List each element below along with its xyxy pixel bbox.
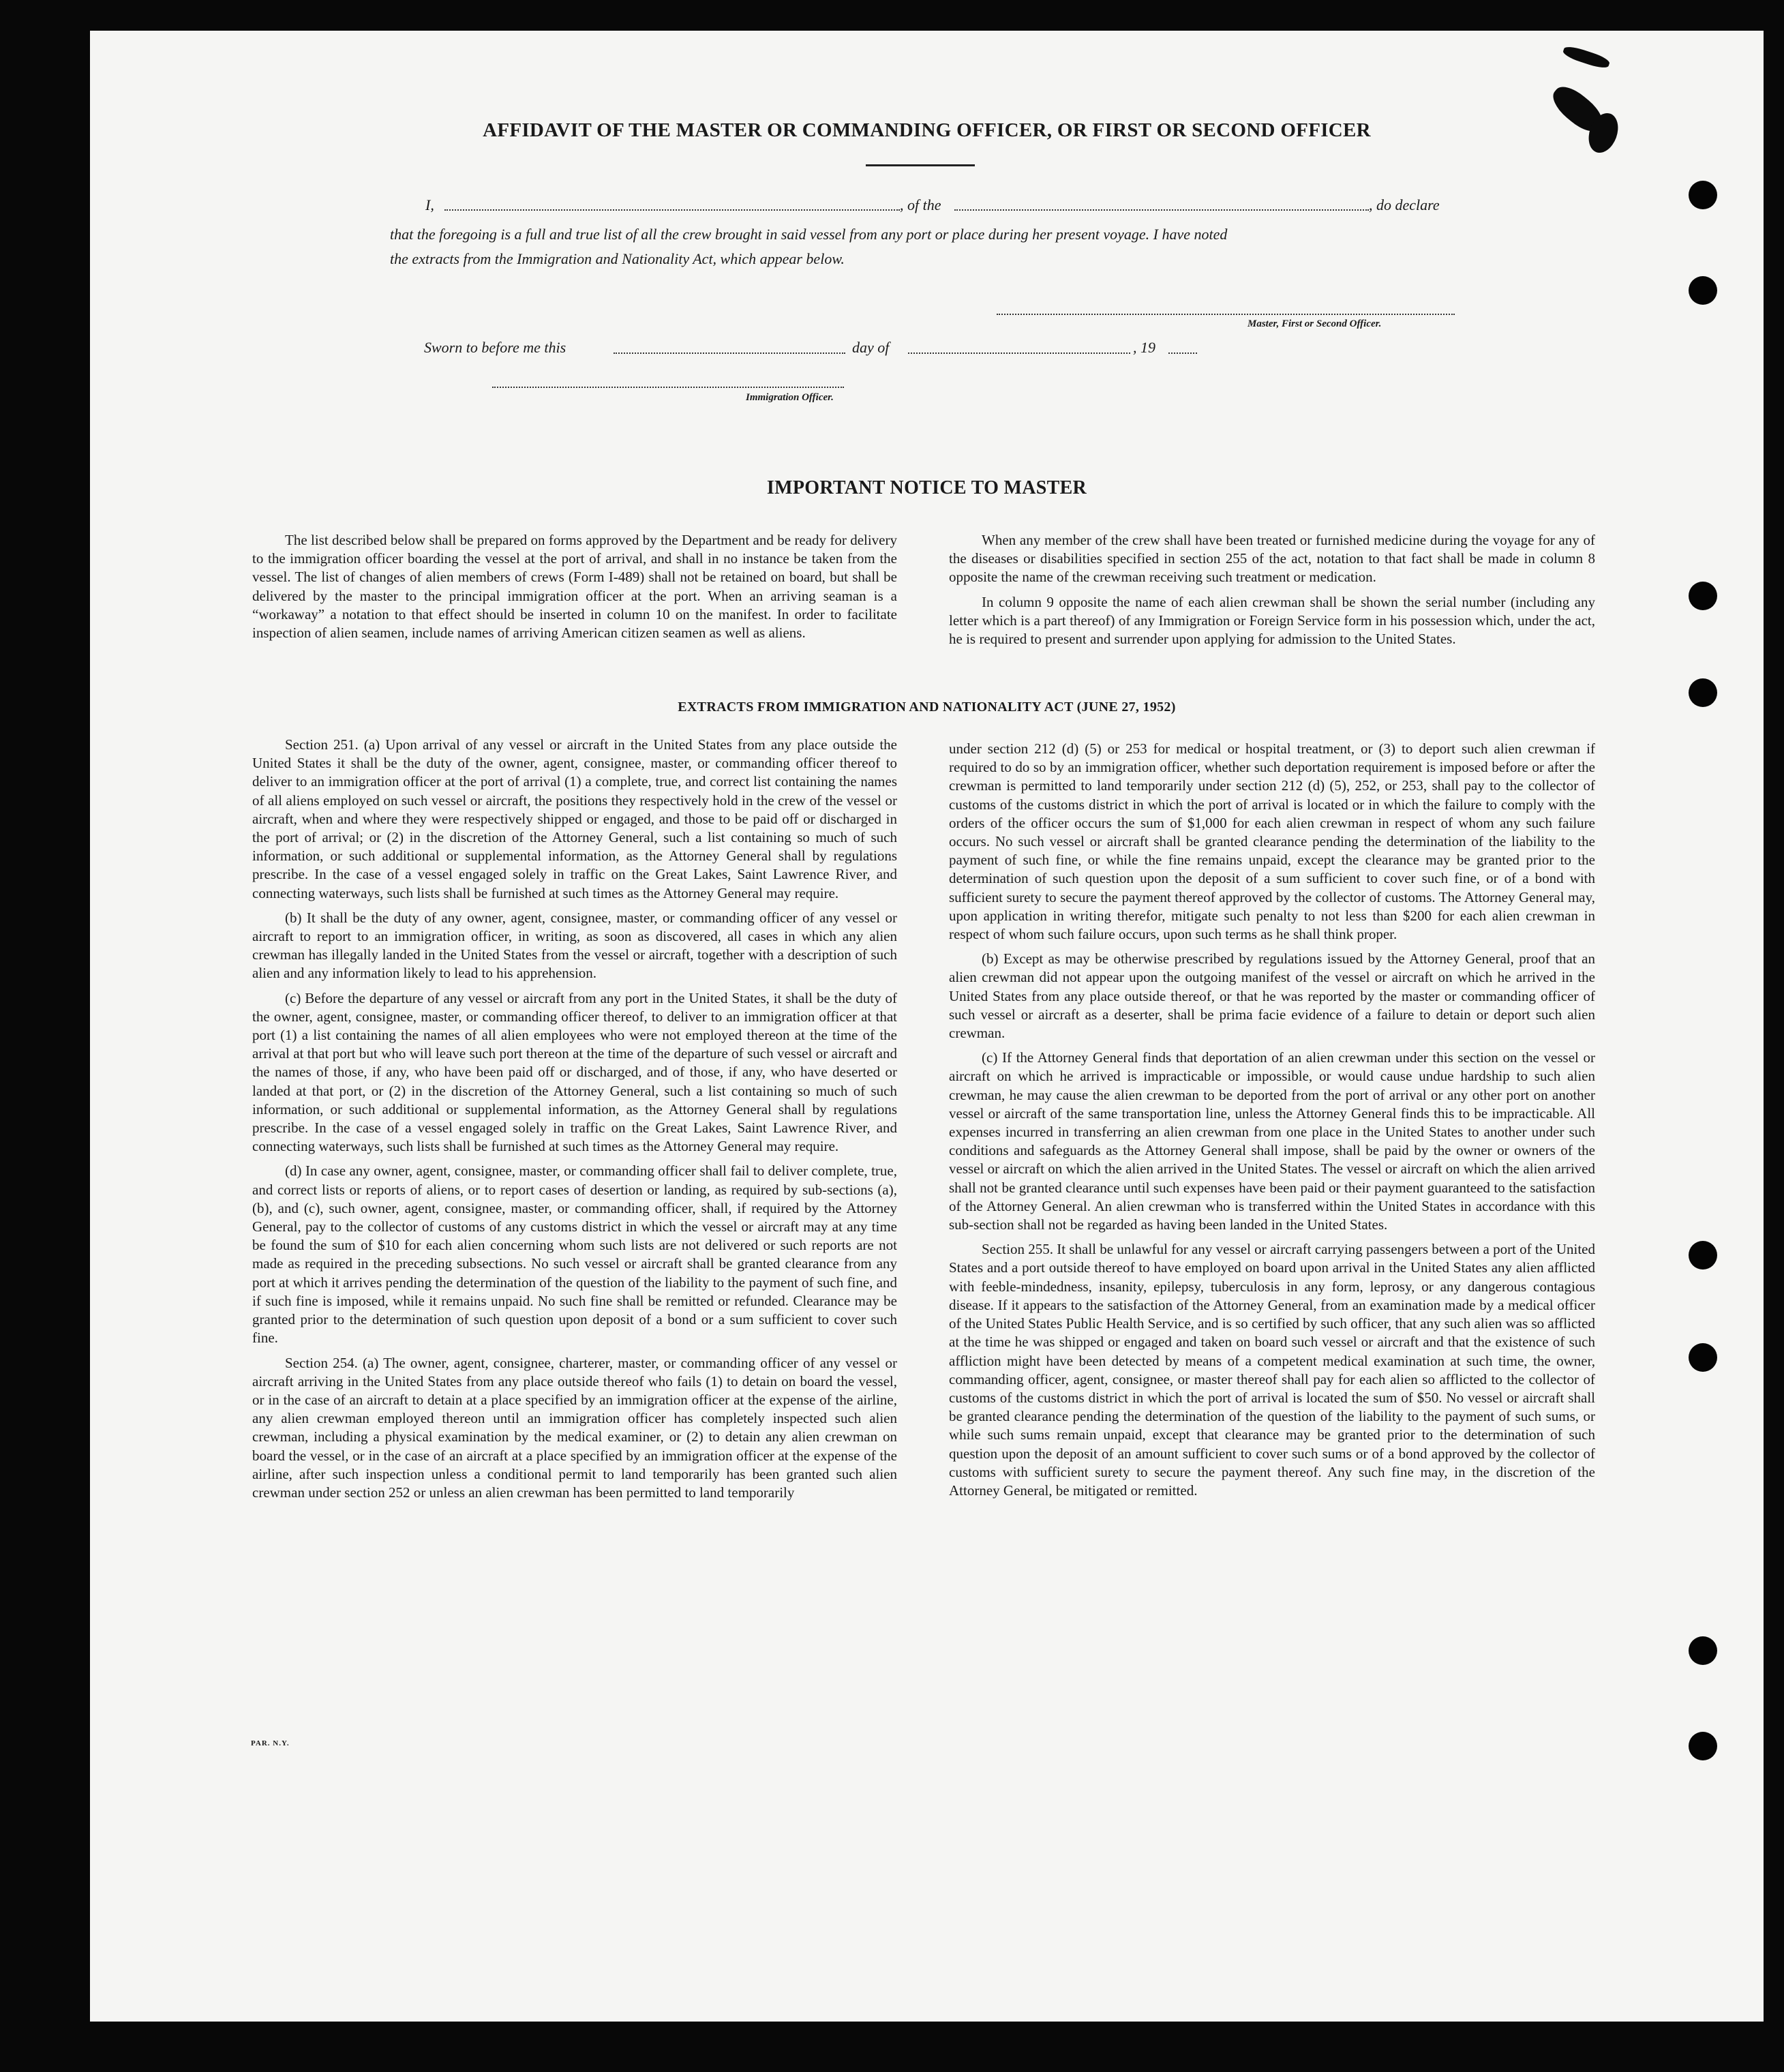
sworn-month-field[interactable]	[908, 352, 1130, 354]
printer-mark: PAR. N.Y.	[251, 1739, 290, 1747]
extracts-right-column	[949, 740, 1595, 1506]
notice-title: IMPORTANT NOTICE TO MASTER	[766, 477, 1087, 498]
officer-signature-field[interactable]	[492, 387, 844, 388]
affidavit-of-the: , of the	[900, 196, 941, 213]
sworn-day-field[interactable]	[614, 352, 845, 354]
master-signature-field[interactable]	[997, 314, 1455, 315]
extracts-title: EXTRACTS FROM IMMIGRATION AND NATIONALITY ACT (JUNE 27, 1952)	[678, 700, 1176, 715]
extracts-left-column	[252, 736, 897, 1508]
extract-paragraph: (c) Before the departure of any vessel or aircraft from any port in the United States, it shall be the duty of the owner, agent, consignee, master, or commanding officer thereof, to deliver to an immigration officer at that port (1) a list containing the names of all alien employees who were not employed thereon at the time of the arrival at that port but who will leave such port thereon at the time of the departure of such vessel or aircraft and the names of those, if any, who have been paid off or discharged, and of those, if any, who have deserted or landed at that port, or (2) in the discretion of the Attorney General, such a list containing so much of such information, or such additional or supplemental information, as the Attorney General shall by regulations prescribe. In the case of a vessel engaged solely in traffic on the Great Lakes, Saint Lawrence River, and connecting waterways, such lists shall be furnished at such times as the Attorney General may require.	[252, 989, 897, 1155]
notice-right-column	[949, 531, 1595, 655]
extract-paragraph: (c) If the Attorney General finds that deportation of an alien crewman under this section on the vessel or aircraft on which he arrived is impracticable or impossible, or would cause undue hardship to such alien crewman, he may cause the alien crewman to be deported from the port of arrival or any other port on another vessel or aircraft of the same transportation line, unless the Attorney General finds this to be impracticable. All expenses incurred in transferring an alien crewman from one place in the United States to another under such conditions and safeguards as the Attorney General shall impose, shall be paid by the owner or owners of the vessel or aircraft on which the alien arrived in the United States. The vessel or aircraft on which the alien arrived shall not be granted clearance until such expenses have been paid or their payment guaranteed to the satisfaction of the Attorney General. An alien crewman who is transferred within the United States in accordance with this sub-section shall not be regarded as having been landed in the United States.	[949, 1049, 1595, 1233]
punch-hole	[1689, 276, 1717, 305]
day-of-label: day of	[852, 339, 890, 356]
affidavit-statement-line1: that the foregoing is a full and true list of all the crew brought in said vessel from any port or place during her present voyage. I have noted	[390, 226, 1228, 243]
notice-right-paragraph-2: In column 9 opposite the name of each alien crewman shall be shown the serial number (including any letter which is a part thereof) of any Immigration or Foreign Service form in his possession which, under the act, he is required to present and surrender upon applying for admission to the United States.	[949, 593, 1595, 648]
punch-hole	[1689, 1241, 1717, 1270]
affidavit-i: I,	[425, 196, 434, 213]
sworn-label: Sworn to before me this	[424, 339, 566, 356]
notice-left-paragraph: The list described below shall be prepared on forms approved by the Department and be ready for delivery to the immigration officer boarding the vessel at the port of arrival, and shall in no instance be taken from the vessel. The list of changes of alien members of crews (Form I-489) shall not be retained on board, but shall be delivered by the master to the principal immigration officer at the port. When an arriving seaman is a “workaway” a notation to that effect should be inserted in column 10 on the manifest. In order to facilitate inspection of alien seamen, include names of arriving American citizen seamen as well as aliens.	[252, 532, 897, 642]
extract-paragraph: (b) Except as may be otherwise prescribed by regulations issued by the Attorney General, proof that an alien crewman did not appear upon the outgoing manifest of the vessel or aircraft on which he arrived in the United States from any place outside thereof, or that he was reported by the master or commanding officer of such vessel or aircraft as a deserter, shall be prima facie evidence of a failure to detain or deport such alien crewman.	[949, 950, 1595, 1042]
master-signature-label: Master, First or Second Officer.	[1248, 318, 1382, 329]
extract-paragraph: (d) In case any owner, agent, consignee, master, or commanding officer shall fail to deliver complete, true, and correct lists or reports of aliens, or to report cases of desertion or landing, as required by sub-sections (a), (b), and (c), such owner, agent, consignee, master, or commanding officer, shall, if required by the Attorney General, pay to the collector of customs of any customs district in which the vessel or aircraft may at any time be found the sum of $10 for each alien concerning whom such lists are not delivered or such reports are not made as required in the preceding subsections. No such vessel or aircraft shall be granted clearance from any port at which it arrives pending the determination of the question of the liability to the payment of such fine, and if such fine is imposed, while it remains unpaid. No such fine shall be remitted or refunded. Clearance may be granted prior to the determination of such question upon deposit of a bond or a sum sufficient to cover such fine.	[252, 1162, 897, 1347]
extract-paragraph: Section 255. It shall be unlawful for any vessel or aircraft carrying passengers between a port of the United States and a port outside thereof to have employed on board upon arrival in the United States any alien afflicted with feeble-mindedness, insanity, epilepsy, tuberculosis in any form, leprosy, or any dangerous contagious disease. If it appears to the satisfaction of the Attorney General, from an examination made by a medical officer of the United States Public Health Service, and is so certified by such officer, that any such alien was so afflicted at the time he was shipped or engaged and taken on board such vessel or aircraft and that the existence of such affliction might have been detected by means of a competent medical examination at such time, the owner, commanding officer, agent, consignee, or master thereof shall pay for each alien so afflicted to the collector of customs of the customs district in which the port of arrival is located the sum of $50. No vessel or aircraft shall be granted clearance pending the determination of the question of the liability to the payment of such sums, or while such sums remain unpaid, except that clearance may be granted prior to the determination of such question upon the deposit of an amount sufficient to cover such sums or of a bond approved by the collector of customs with sufficient surety to secure the payment thereof. Any such fine may, in the discretion of the Attorney General, be mitigated or remitted.	[949, 1241, 1595, 1499]
year-label: , 19	[1133, 339, 1155, 356]
punch-hole	[1689, 582, 1717, 610]
extract-paragraph: under section 212 (d) (5) or 253 for medical or hospital treatment, or (3) to deport such alien crewman if required to do so by an immigration officer, whether such deportation requirement is imposed before or after the crewman is permitted to land temporarily under section 212 (d) (5), 252, or 253, shall pay to the collector of customs of the customs district in which the port of arrival is located or in which the failure to comply with the orders of the officer occurs the sum of $1,000 for each alien crewman in respect of whom any such failure occurs. No such vessel or aircraft shall be granted clearance pending the determination of the liability to the payment of such fine, or while the fine remains unpaid, except the clearance may be granted prior to the determination of such question upon the deposit of a sum sufficient to cover such fine, or of a bond with sufficient surety to secure the payment thereof approved by the collector of customs. The Attorney General may, upon application in writing therefor, mitigate such penalty to not less than $200 for each alien crewman in respect of whom such failure occurs, upon such terms as he shall think proper.	[949, 740, 1595, 943]
ink-blot	[1562, 44, 1611, 71]
extract-paragraph: Section 251. (a) Upon arrival of any vessel or aircraft in the United States from any place outside the United States it shall be the duty of the owner, agent, consignee, master, or commanding officer thereof to deliver to an immigration officer at the port of arrival (1) a complete, true, and correct list containing the names of all aliens employed on such vessel or aircraft, the positions they respectively hold in the crew of the vessel or aircraft, when and where they were respectively shipped or engaged, and those to be paid off or discharged in the port of arrival; or (2) in the discretion of the Attorney General, such a list containing so much of such information, or such additional or supplemental information, as the Attorney General shall by regulations prescribe. In the case of a vessel engaged solely in traffic on the Great Lakes, Saint Lawrence River, and connecting waterways, such lists shall be furnished at such times as the Attorney General may require.	[252, 736, 897, 901]
document-page	[90, 31, 1764, 2022]
sworn-year-field[interactable]	[1168, 352, 1197, 354]
vessel-field[interactable]	[954, 209, 1369, 211]
affidavit-title: AFFIDAVIT OF THE MASTER OR COMMANDING OFFICER, OR FIRST OR SECOND OFFICER	[483, 119, 1371, 141]
extract-paragraph: (b) It shall be the duty of any owner, agent, consignee, master, or commanding officer of any vessel or aircraft to report to an immigration officer, in writing, as soon as discovered, all cases in which any alien crewman has illegally landed in the United States from the vessel or aircraft, together with a description of such alien and any information likely to lead to his apprehension.	[252, 909, 897, 982]
punch-hole	[1689, 1343, 1717, 1372]
punch-hole	[1689, 181, 1717, 209]
affidavit-do-declare: , do declare	[1369, 196, 1440, 213]
extract-paragraph: Section 254. (a) The owner, agent, consignee, charterer, master, or commanding officer of any vessel or aircraft arriving in the United States from any place outside thereof who fails (1) to detain on board the vessel, or in the case of an aircraft to detain at a place specified by an immigration officer at the expense of the airline, any alien crewman employed thereon until an immigration officer has completely inspected such alien crewman, including a physical examination by the medical examiner, or (2) to detain any alien crewman on board the vessel, or in the case of an aircraft at a place specified by an immigration officer at the expense of the airline, after such inspection unless a conditional permit to land temporarily has been granted such alien crewman under section 252 or unless an alien crewman has been permitted to land temporarily	[252, 1354, 897, 1501]
notice-right-paragraph-1: When any member of the crew shall have been treated or furnished medicine during the voyage for any of the diseases or disabilities specified in section 255 of the act, notation to that fact shall be made in column 8 opposite the name of the crewman receiving such treatment or medication.	[949, 532, 1595, 586]
punch-hole	[1689, 1636, 1717, 1665]
punch-hole	[1689, 1732, 1717, 1760]
title-rule	[866, 164, 975, 166]
notice-left-column	[252, 531, 897, 648]
officer-signature-label: Immigration Officer.	[746, 392, 834, 403]
name-field[interactable]	[444, 209, 900, 211]
affidavit-statement-line2: the extracts from the Immigration and Nationality Act, which appear below.	[390, 250, 845, 267]
